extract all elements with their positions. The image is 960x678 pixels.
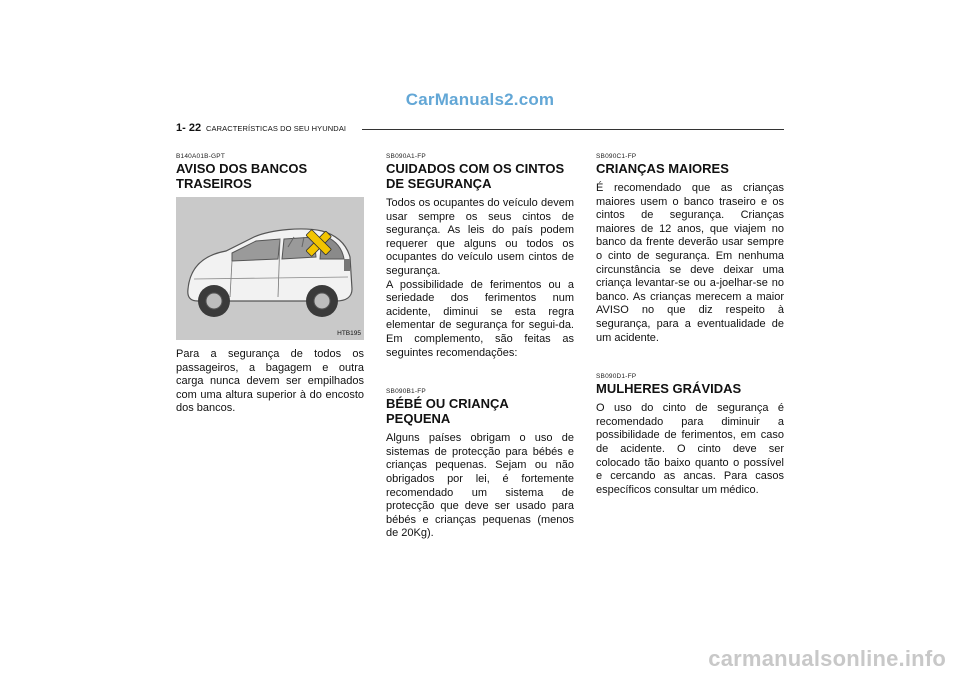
section-code: B140A01B-GPT	[176, 153, 226, 160]
header-rule	[362, 129, 784, 130]
column-1	[176, 153, 364, 416]
section-heading: MULHERES GRÁVIDAS	[596, 381, 742, 397]
page-header	[176, 122, 784, 138]
body-text: Todos os ocupantes do veículo devem usar sempre os seus cintos de segurança. As leis do país podem requerer que alguns ou todos os ocupantes do veículo usem cintos de segurança.	[386, 197, 574, 277]
section-heading: BÉBÉ OU CRIANÇA PEQUENA	[386, 396, 509, 427]
section-heading: CUIDADOS COM OS CINTOS DE SEGURANÇA	[386, 161, 565, 191]
body-text: Alguns países obrigam o uso de sistemas de protecção para bébés e crianças pequenas. Sejam ou não obrigados por lei, é fortemente recomendado um sistema de protecção que deve ser usado para bébés e crianças pequenas (menos de 20Kg).	[386, 432, 574, 540]
column-3	[596, 153, 784, 497]
section-heading: AVISO DOS BANCOS TRASEIROS	[176, 161, 308, 191]
watermark-top[interactable]: CarManuals2.com	[405, 90, 555, 109]
column-2	[386, 153, 574, 541]
section-code: SB090C1-FP	[596, 153, 637, 160]
car-rear-view-icon	[176, 197, 364, 340]
section-heading: CRIANÇAS MAIORES	[596, 161, 729, 176]
section-code: SB090D1-FP	[596, 373, 637, 381]
body-text: O uso do cinto de segurança é recomendado para diminuir a possibilidade de ferimentos, em caso de acidente. O cinto deve ser colocado tão baixo quanto o possível e cercando as ancas. Para casos específicos consultar um médico.	[596, 402, 784, 496]
body-text: É recomendado que as crianças maiores usem o banco traseiro e os cintos de segurança. Crianças maiores de 12 anos, que viajem no banco da frente deverão usar sempre o cinto de segurança. Em nenhuma circunstância se deve deixar uma criança levantar-se ou a-joelhar-se no banco. As crianças merecem a maior AVISO no que diz respeito à segurança, para a eventualidade de um acidente.	[596, 182, 784, 344]
body-text: A possibilidade de ferimentos ou a seriedade dos ferimentos num acidente, diminui se esta regra elementar de segurança for segui-da. Em complemento, são feitas as seguintes recomendações:	[386, 278, 574, 359]
image-label: HTB195	[337, 330, 361, 337]
section-code: SB090A1-FP	[386, 153, 426, 160]
body-text: Para a segurança de todos os passageiros, a bagagem e outra carga nunca devem ser empilhados com uma altura superior à do encosto dos bancos.	[176, 348, 364, 415]
watermark-bottom[interactable]: carmanualsonline.info	[708, 646, 946, 671]
car-illustration	[176, 197, 364, 340]
section-code: SB090B1-FP	[386, 388, 426, 396]
page-number: 1- 22	[176, 122, 202, 134]
section-title: CARACTERÍSTICAS DO SEU HYUNDAI	[206, 124, 347, 133]
